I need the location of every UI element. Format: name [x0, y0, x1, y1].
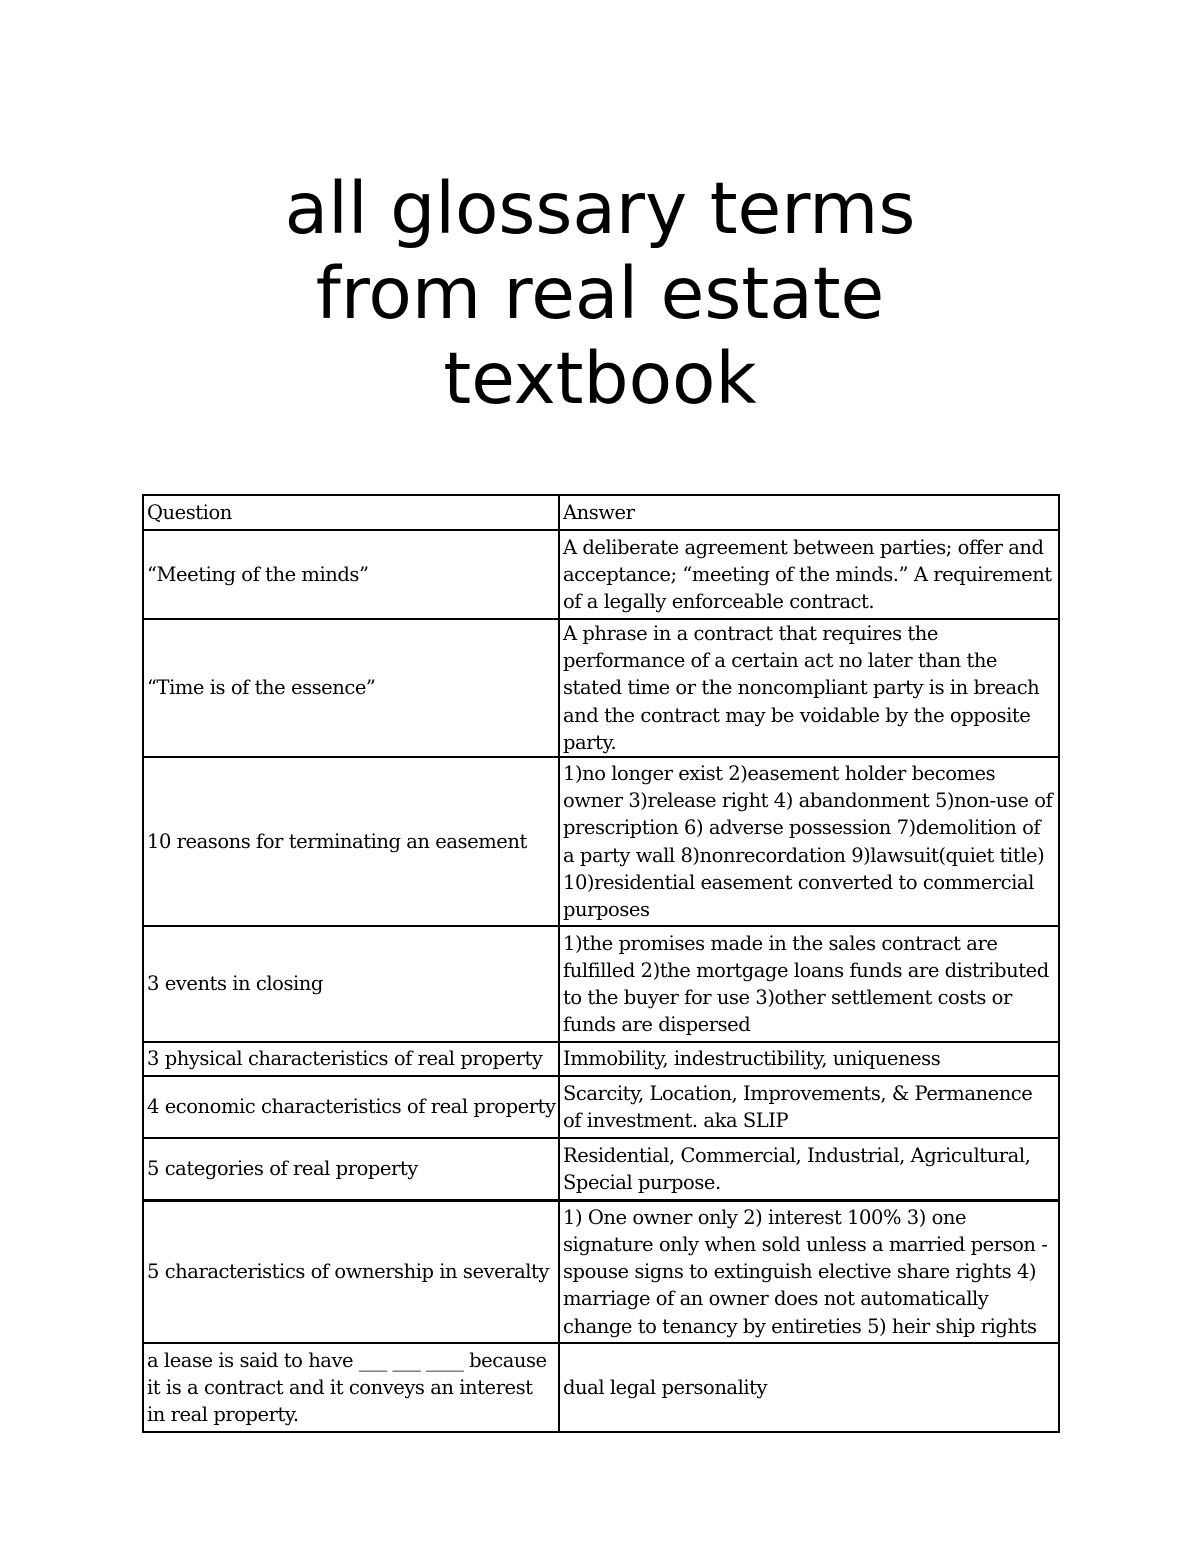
answer-cell: dual legal personality [559, 1343, 1059, 1432]
table-row [143, 1042, 1059, 1076]
question-cell: 10 reasons for terminating an easement [143, 757, 559, 926]
answer-cell: Immobility, indestructibility, uniqueness [559, 1042, 1059, 1076]
title-line: from real estate [315, 252, 885, 335]
question-cell: 3 events in closing [143, 926, 559, 1042]
table-row [143, 530, 1059, 619]
answer-cell: A deliberate agreement between parties; offer and acceptance; “meeting of the minds.” A requirement of a legally enforceable contract. [559, 530, 1059, 619]
question-cell: 5 categories of real property [143, 1138, 559, 1200]
answer-cell: 1)no longer exist 2)easement holder becomes owner 3)release right 4) abandonment 5)non-use of prescription 6) adverse possession 7)demolition of a party wall 8)nonrecordation 9)lawsuit(quiet title) 10)residential easement converted to commercial purposes [559, 757, 1059, 926]
table-row [143, 1200, 1059, 1343]
table-row [143, 619, 1059, 757]
answer-cell: 1) One owner only 2) interest 100% 3) one signature only when sold unless a married person - spouse signs to extinguish elective share rights 4) marriage of an owner does not automatically change to tenancy by entireties 5) heir ship rights [559, 1200, 1059, 1343]
page-title [0, 166, 1200, 421]
table-row [143, 757, 1059, 926]
glossary-table [142, 494, 1060, 1433]
answer-cell: 1)the promises made in the sales contract are fulfilled 2)the mortgage loans funds are distributed to the buyer for use 3)other settlement costs or funds are dispersed [559, 926, 1059, 1042]
table-row [143, 926, 1059, 1042]
table-row [143, 1343, 1059, 1432]
answer-cell: Scarcity, Location, Improvements, & Permanence of investment. aka SLIP [559, 1076, 1059, 1138]
table-row [143, 1138, 1059, 1200]
question-cell: “Time is of the essence” [143, 619, 559, 757]
table-row [143, 1076, 1059, 1138]
title-line: textbook [443, 337, 757, 420]
answer-header: Answer [559, 495, 1059, 530]
question-cell: 5 characteristics of ownership in severalty [143, 1200, 559, 1343]
title-line: all glossary terms [284, 167, 916, 250]
question-cell: 4 economic characteristics of real property [143, 1076, 559, 1138]
question-header: Question [143, 495, 559, 530]
question-cell: a lease is said to have ___ ___ ____ because it is a contract and it conveys an interest in real property. [143, 1343, 559, 1432]
header-row [143, 495, 1059, 530]
question-cell: 3 physical characteristics of real property [143, 1042, 559, 1076]
answer-cell: Residential, Commercial, Industrial, Agricultural, Special purpose. [559, 1138, 1059, 1200]
question-cell: “Meeting of the minds” [143, 530, 559, 619]
answer-cell: A phrase in a contract that requires the performance of a certain act no later than the stated time or the noncompliant party is in breach and the contract may be voidable by the opposite party. [559, 619, 1059, 757]
